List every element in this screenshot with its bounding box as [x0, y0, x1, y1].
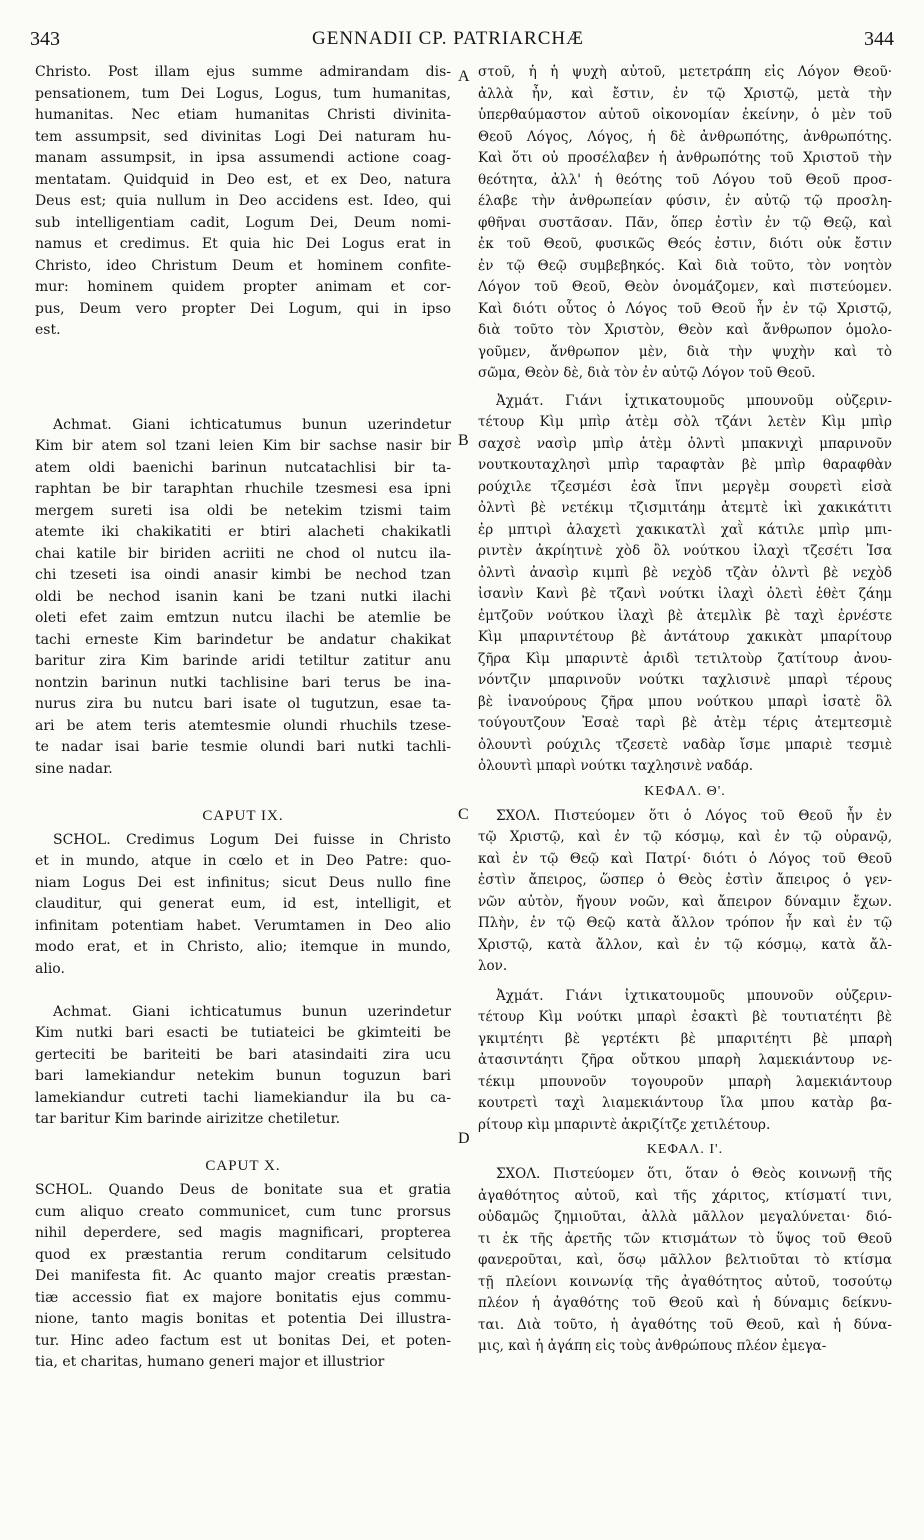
- text-line: τῇ πλείονι κοινωνίᾳ τῆς ἀγαθότητος αὐτοῦ, τοσούτῳ: [478, 1273, 892, 1290]
- text-line: κουτρετὶ ταχὶ λιαμεκιάντουρ ἴλα μπου κατὰρ βα-: [478, 1095, 892, 1111]
- text-line: γοῦμεν, ἄνθρωπον μὲν, διὰ τὴν ψυχὴν καὶ τὸ: [478, 343, 892, 360]
- text-line: ὀλουντὶ μπαρὶ νούτκι ταχλησινὲ ναδάρ.: [478, 758, 754, 774]
- text-line: chi tzeseti isa oindi anasir kimbi be nechod tzan: [35, 567, 451, 583]
- text-line: τέτουρ Κὶμ νούτκι μπαρὶ ἐσακτὶ βὲ τουτιατέητι βὲ: [478, 1009, 892, 1025]
- text-line: ἀλλὰ ἦν, καὶ ἔστιν, ἐν τῷ Χριστῷ, μετὰ τὴν: [478, 85, 892, 102]
- text-line: lamekiandur cutreti tachi liamekiandur ila bu ca-: [35, 1089, 451, 1106]
- text-line: pus, Deum vero propter Dei Logum, qui in ipso: [35, 300, 451, 317]
- text-line: et in mundo, atque in cœlo et in Deo Patre: quo-: [35, 853, 451, 869]
- text-line: τέκιμ μπουνοῦν τογουροῦν μπαρὴ λαμεκιάντουρ: [478, 1073, 892, 1090]
- text-line: τι ἐκ τῆς ἀρετῆς τῶν κτισμάτων τὸ ὕψος τοῦ Θεοῦ: [478, 1230, 892, 1247]
- text-line: ὀλντὶ βὲ νετέκιμ τζισμιτάημ ἀτεμτὲ ἰκὶ χακικάτιτι: [478, 500, 892, 516]
- text-line: τέτουρ Κὶμ μπὶρ ἀτὲμ σὸλ τζάνι λετὲν Κὶμ μπὶρ: [478, 414, 892, 430]
- text-line: mentatam. Quidquid in Deo est, et ex Deo, natura: [35, 171, 451, 188]
- text-line: Πλὴν, ἐν τῷ Θεῷ κατὰ ἄλλον τρόπον ἦν καὶ ἐν τῷ: [478, 915, 892, 931]
- text-line: mur: hominem quidem propter animam et cor-: [35, 279, 451, 295]
- text-line: tiæ accessio fiat ex majore bonitatis ejus commu-: [35, 1289, 451, 1306]
- text-line: bari lamekiandur netekim bunun toguzun bari: [35, 1068, 451, 1084]
- text-line: ἐκ τοῦ Θεοῦ, φυσικῶς Θεός ἐστιν, διότι οὐκ ἔστιν: [478, 236, 892, 252]
- text-line: Ἀχμάτ. Γιάνι ἰχτικατουμοῦς μπουνοῦμ οὐζεριν-: [496, 392, 892, 409]
- running-header: [30, 28, 894, 58]
- text-line: nione, tanto magis bonitas et potentia Dei illustra-: [35, 1311, 451, 1327]
- text-line: Χριστῷ, κατὰ ἄλλον, καὶ ἐν τῷ κόσμῳ, κατὰ ἄλ-: [478, 936, 892, 953]
- text-line: cum aliquo creato communicet, cum tunc prorsus: [35, 1203, 451, 1220]
- text-line: θεότητα, ἀλλ' ἡ θεότης τοῦ Λόγου τοῦ Θεοῦ προσ-: [478, 171, 892, 188]
- text-line: SCHOL. Quando Deus de bonitate sua et gratia: [35, 1182, 451, 1198]
- text-line: διὰ τοῦτο τὸν Χριστὸν, Θεὸν καὶ ἄνθρωπον ὁμολο-: [478, 322, 892, 338]
- text-line: γκιμτέητι βὲ γερτέκτι βὲ μπαριτέητι βὲ μπαρὴ: [478, 1030, 892, 1047]
- text-line: chai katile bir biriden acriiti ne chod ol nutcu ila-: [35, 545, 451, 562]
- text-line: ὀλουντὶ ρούχιλς τζεσετὲ ναδὰρ ἴσμε μπαριὲ τεσμιὲ: [478, 736, 892, 753]
- text-line: σῶμα, Θεὸν δὲ, διὰ τὸν ἐν αὐτῷ Λόγον τοῦ Θεοῦ.: [478, 365, 816, 381]
- text-line: atem oldi baenichi barinun nutcatachlisi bir ta-: [35, 459, 451, 476]
- text-line: φθῆναι συστᾶσαν. Πᾶν, ὅπερ ἐστὶν ἐν τῷ Θεῷ, καὶ: [478, 214, 892, 231]
- text-line: nurus zira bu nutcu bari isate ol tugutzun, esae ta-: [35, 696, 451, 712]
- text-line: Καὶ ὅτι οὐ προσέλαβεν ἡ ἀνθρωπότης τοῦ Χριστοῦ τὴν: [478, 150, 892, 166]
- text-line: tem assumpsit, sed divinitas Logi Dei naturam hu-: [35, 128, 451, 145]
- text-line: ται. Διὰ τοῦτο, ἡ ἀγαθότης τοῦ Θεοῦ, καὶ ἡ δύνα-: [478, 1316, 892, 1333]
- text-line: mergem sureti isa oldi be netekim tzismi taim: [35, 502, 451, 519]
- text-line: πλέον ἡ ἀγαθότης τοῦ Θεοῦ καὶ ἡ δύναμις δείκνυ-: [478, 1295, 892, 1311]
- text-line: μις, καὶ ἡ ἀγάπη εἰς τοὺς ἀνθρώπους πλέον ἐμεγα-: [478, 1338, 827, 1354]
- text-line: Christo. Post illam ejus summe admirandam dis-: [35, 64, 451, 80]
- section-marker-a: A: [458, 68, 470, 85]
- greek-paragraph: [478, 1164, 892, 1358]
- text-line: Deus est; quia nullum in Deo accidens est. Ideo, qui: [35, 193, 451, 209]
- text-line: atemte iki chakikatiti er btiri alacheti chakikatli: [35, 524, 451, 540]
- text-line: ari be atem teris atemtesmie olundi rhuchils tzese-: [35, 717, 451, 734]
- text-line: βὲ ἰνανούρους ζῆρα μπου νούτκου μπαρὶ ἰσατὲ ὂλ: [478, 693, 892, 710]
- text-line: tur. Hinc adeo factum est ut bonitas Dei, et poten-: [35, 1332, 451, 1349]
- text-line: τούγουτζουν Ἐσαὲ ταρὶ βὲ ἀτὲμ τέρις ἀτεμτεσμιὲ: [478, 715, 892, 731]
- greek-paragraph: [478, 806, 892, 978]
- latin-column: [35, 62, 451, 1374]
- greek-paragraph: [478, 986, 892, 1137]
- latin-paragraph: [35, 1180, 451, 1374]
- text-line: alio.: [35, 960, 65, 977]
- text-line: nontzin barinun nutki tachlisine bari terus be ina-: [35, 674, 451, 691]
- greek-column: [478, 62, 892, 1358]
- latin-paragraph: [35, 62, 451, 342]
- text-line: οὐδαμῶς ζημιοῦται, ἀλλὰ μᾶλλον μεγαλύνεται· διό-: [478, 1209, 892, 1225]
- text-line: νουτκουταχλησὶ μπὶρ ταραφτὰν βὲ μπὶρ θαραφθὰν: [478, 457, 892, 473]
- text-line: manam assumpsit, in ipsa assumendi actione coag-: [35, 150, 451, 166]
- text-line: ΣΧΟΛ. Πιστεύομεν ὅτι, ὅταν ὁ Θεὸς κοινωνῇ τῆς: [496, 1166, 892, 1182]
- text-line: clauditur, qui generat eum, id est, intelligit, et: [35, 896, 451, 912]
- text-line: καὶ ἐν τῷ Θεῷ καὶ Πατρί· διότι ὁ Λόγος τοῦ Θεοῦ: [478, 850, 892, 867]
- text-line: humanitas. Nec etiam humanitas Christi divinita-: [35, 107, 451, 123]
- text-line: Θεοῦ Λόγος, Λόγος, ἡ δὲ ἀνθρωπότης, ἀνθρωπότης.: [478, 128, 892, 145]
- text-line: Achmat. Giani ichticatumus bunun uzerindetur: [53, 416, 451, 433]
- text-line: tachi erneste Kim barindetur be andatur chakikat: [35, 631, 451, 648]
- text-line: oleti efet zaim emtzun nutcu ilachi be atemlie be: [35, 610, 451, 626]
- text-line: ἐστὶν ἄπειρος, ὥσπερ ὁ Θεὸς ἐστὶν ἄπειρος ὁ γεν-: [478, 872, 892, 888]
- text-line: Achmat. Giani ichticatumus bunun uzerindetur: [53, 1003, 451, 1020]
- chapter-heading: ΚΕΦΑΛ. Ι'.: [646, 1142, 724, 1157]
- text-line: τῷ Χριστῷ, καὶ ἐν τῷ κόσμῳ, καὶ ἐν τῷ οὐρανῷ,: [478, 829, 892, 845]
- text-line: SCHOL. Credimus Logum Dei fuisse in Christo: [53, 831, 451, 848]
- latin-paragraph: [35, 415, 451, 781]
- text-line: sine nadar.: [35, 760, 113, 777]
- text-line: baritur zira Kim barinde aridi tetiltur zatitur anu: [35, 653, 451, 669]
- text-line: est.: [35, 322, 61, 338]
- latin-paragraph: [35, 830, 451, 981]
- chapter-heading: CAPUT IX.: [202, 807, 284, 824]
- text-line: namus et credimus. Et quia hic Dei Logus erat in: [35, 236, 451, 252]
- chapter-heading: CAPUT X.: [205, 1158, 281, 1174]
- text-line: Dei manifesta fit. Ac quanto major creatis præstan-: [35, 1268, 451, 1284]
- text-line: ἐρ μπτιρὶ ἀλαχετὶ χακικατλὶ χαῒ κάτιλε μπὶρ μπι-: [478, 521, 892, 538]
- section-marker-c: C: [458, 806, 469, 823]
- text-line: ἰσανὶν Κανὶ βὲ τζανὶ νούτκι ἰλαχὶ ὀλετὶ ἐθὲτ ζάημ: [478, 586, 892, 602]
- text-line: Λόγον τοῦ Θεοῦ, Θεὸν ὀνομάζομεν, καὶ πιστεύομεν.: [478, 279, 892, 295]
- text-line: ὀλντὶ ἀνασὶρ κιμπὶ βὲ νεχὸδ τζὰν ὀλντὶ βὲ νεχὸδ: [478, 564, 892, 581]
- text-line: ἀτασιντάητι ζῆρα οὔτκου μπαρὴ λαμεκιάντουρ νε-: [478, 1052, 892, 1068]
- text-line: pensationem, tum Dei Logus, Logus, tum humanitas,: [35, 85, 451, 102]
- page-number-right: 344: [864, 28, 894, 50]
- text-line: Kim nutki bari esacti be tutiateici be gkimteiti be: [35, 1025, 451, 1041]
- text-line: quod ex præstantia rerum conditarum celsitudo: [35, 1246, 451, 1263]
- text-line: ἐν τῷ Θεῷ συμβεβηκός. Καὶ διὰ τοῦτο, τὸν νοητὸν: [478, 257, 892, 274]
- text-line: σαχσὲ νασὶρ μπὶρ ἀτὲμ ὀλντὶ μπακνιχὶ μπαρινοῦν: [478, 435, 892, 452]
- text-line: te nadar isai barie tesmie olundi bari nutki tachli-: [35, 739, 451, 755]
- text-line: niam Logus Dei est infinitus; sicut Deus nullo fine: [35, 874, 451, 891]
- text-line: ἐμτζοῦν νούτκου ἰλαχὶ βὲ ἀτεμλὶκ βὲ ταχὶ ἐρνέστε: [478, 607, 892, 624]
- running-title: GENNADII CP. PATRIARCHÆ: [312, 28, 584, 49]
- section-marker-d: D: [458, 1130, 470, 1147]
- text-line: νόντζιν μπαρινοῦν νούτκι ταχλισινὲ μπαρὶ τέρους: [478, 672, 892, 688]
- text-line: νῶν αὐτὸν, ἤγουν νοῶν, καὶ ἄπειρον δύναμιν ἔχων.: [478, 893, 892, 910]
- text-line: φανεροῦται, καὶ, ὅσῳ μᾶλλον βελτιοῦται τὸ κτίσμα: [478, 1252, 892, 1268]
- text-line: στοῦ, ἡ ἡ ψυχὴ αὐτοῦ, μετετράπη εἰς Λόγον Θεοῦ·: [478, 64, 892, 80]
- text-line: Ἀχμάτ. Γιάνι ἰχτικατουμοῦς μπουνοῦν οὐζεριν-: [496, 987, 892, 1004]
- text-line: λον.: [478, 958, 508, 974]
- text-line: Kim bir atem sol tzani leien Kim bir sachse nasir bir: [35, 438, 451, 454]
- text-line: nihil deperdere, sed magis magnificari, propterea: [35, 1225, 451, 1241]
- text-line: Κὶμ μπαριντέτουρ βὲ ἀντάτουρ χακικὰτ μπαρίτουρ: [478, 629, 892, 645]
- text-line: ζῆρα Κὶμ μπαριντὲ ἀριδὶ τετιλτοὺρ ζατίτουρ ἀνου-: [478, 650, 892, 667]
- text-line: tar baritur Kim barinde airizitze chetiletur.: [35, 1111, 341, 1127]
- text-line: ριντὲν ἀκρίητινὲ χὸδ ὂλ νούτκου ἰλαχὶ τζεσέτι Ἰσα: [478, 543, 892, 559]
- greek-paragraph: [478, 391, 892, 778]
- text-line: ἀγαθότητος αὐτοῦ, καὶ τῆς χάριτος, κτίσματί τινι,: [478, 1187, 892, 1204]
- text-line: Καὶ διότι οὗτος ὁ Λόγος τοῦ Θεοῦ ἦν ἐν τῷ Χριστῷ,: [478, 300, 892, 317]
- section-marker-b: B: [458, 432, 469, 449]
- text-line: ΣΧΟΛ. Πιστεύομεν ὅτι ὁ Λόγος τοῦ Θεοῦ ἦν ἐν: [496, 807, 892, 824]
- page-number-left: 343: [30, 28, 60, 50]
- text-line: sub intelligentiam cadit, Logum Dei, Deum nomi-: [35, 214, 451, 231]
- text-line: tia, et charitas, humano generi major et illustrior: [35, 1354, 385, 1370]
- text-line: ρίτουρ κὶμ μπαριντὲ ἀκριζίτζε χετιλέτουρ.: [478, 1116, 771, 1133]
- text-line: ρούχιλε τζεσμέσι ἐσὰ ἴπνι μεργὲμ σουρετὶ εἰσὰ: [478, 478, 892, 495]
- text-line: infinitam potentiam habet. Verumtamen in Deo alio: [35, 917, 451, 934]
- text-line: raphtan be bir taraphtan rhuchile tzesmesi esa ipni: [35, 481, 451, 497]
- text-line: oldi be nechod isanin kani be tzani nutki ilachi: [35, 588, 451, 605]
- chapter-heading: ΚΕΦΑΛ. Θ'.: [644, 783, 726, 799]
- text-line: έλαβε τὴν ἀνθρωπείαν φύσιν, ἐν αὐτῷ τῷ προσλη-: [478, 193, 892, 209]
- text-line: gerteciti be bariteiti be bari atasindaiti zira ucu: [35, 1046, 451, 1063]
- greek-paragraph: [478, 62, 892, 385]
- text-line: ὑπερθαύμαστον αὐτοῦ οἰκονομίαν ἐκείνην, ὁ μὲν τοῦ: [478, 107, 892, 123]
- text-line: Christo, ideo Christum Deum et hominem confite-: [35, 257, 451, 274]
- latin-paragraph: [35, 1002, 451, 1131]
- text-line: modo erat, et in Christo, alio; itemque in mundo,: [35, 939, 451, 955]
